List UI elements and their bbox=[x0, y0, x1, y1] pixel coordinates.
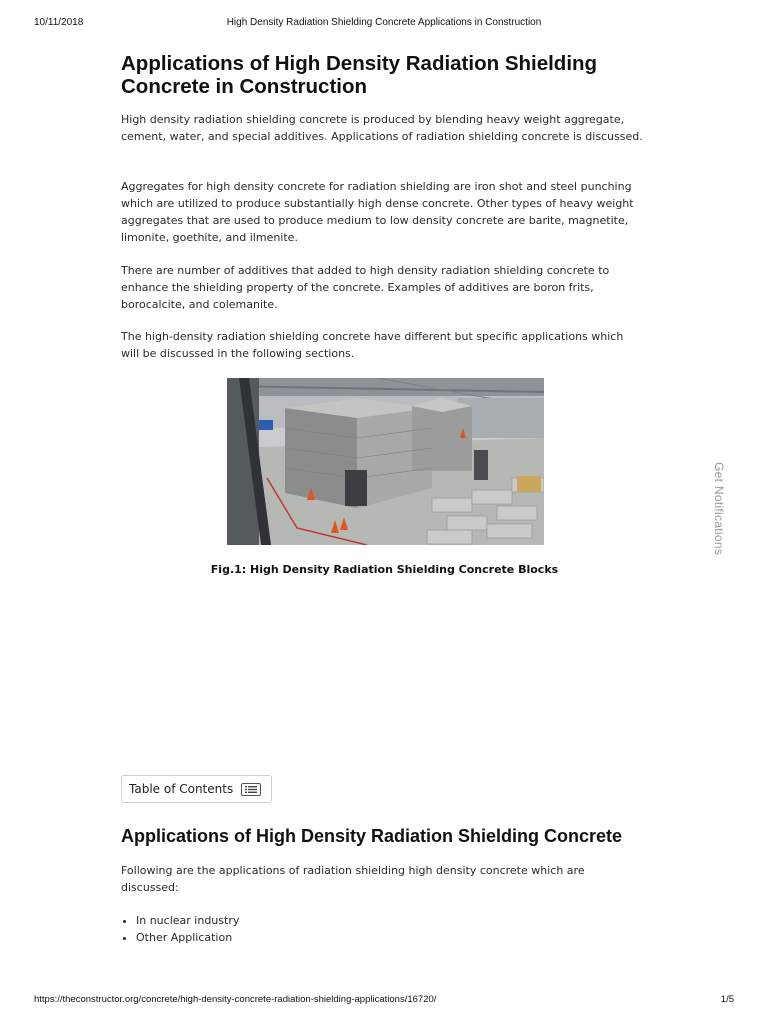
article bbox=[121, 52, 651, 360]
print-page-number: 1/5 bbox=[720, 994, 734, 1005]
section-intro: Following are the applications of radiation shielding high density concrete which are discussed: bbox=[121, 864, 585, 894]
table-of-contents-toggle[interactable] bbox=[121, 775, 272, 803]
figure-concrete-blocks-photo bbox=[227, 378, 544, 545]
print-date: 10/11/2018 bbox=[34, 17, 84, 28]
article-title: Applications of High Density Radiation Shielding Concrete in Construction bbox=[121, 52, 598, 98]
paragraph-intro: High density radiation shielding concrete is produced by blending heavy weight aggregate, cement, water, and special additives. Applications of radiation shielding concrete is discussed. bbox=[121, 113, 643, 143]
paragraph-applications: The high-density radiation shielding concrete have different but specific applications which will be discussed in the following sections. bbox=[121, 330, 624, 360]
print-footer bbox=[0, 994, 768, 1008]
print-url: https://theconstructor.org/concrete/high-density-concrete-radiation-shielding-applications/16720/ bbox=[34, 994, 437, 1005]
list-item: • In nuclear industry bbox=[136, 912, 239, 929]
list-icon bbox=[241, 783, 261, 796]
section-heading: Applications of High Density Radiation Shielding Concrete bbox=[121, 826, 623, 846]
print-title: High Density Radiation Shielding Concrete Applications in Construction bbox=[226, 17, 542, 28]
applications-list bbox=[121, 912, 239, 946]
paragraph-additives: There are number of additives that added to high density radiation shielding concrete to enhance the shielding property of the concrete. Examples of additives are boron frits, borocalcite, and colemanite. bbox=[121, 264, 610, 311]
get-notifications-tab[interactable]: Get Notifications bbox=[712, 462, 726, 556]
paragraph-aggregates: Aggregates for high density concrete for radiation shielding are iron shot and steel punching which are utilized to produce substantially high dense concrete. Other types of heavy weight aggregates that are used to produce medium to low density concrete are barite, magnetite, limonite, goethite, and ilmenite. bbox=[121, 180, 634, 244]
list-item: • Other Application bbox=[136, 929, 239, 946]
toc-label: Table of Contents bbox=[129, 782, 234, 796]
figure-caption: Fig.1: High Density Radiation Shielding Concrete Blocks bbox=[210, 563, 559, 576]
print-header bbox=[0, 17, 768, 31]
